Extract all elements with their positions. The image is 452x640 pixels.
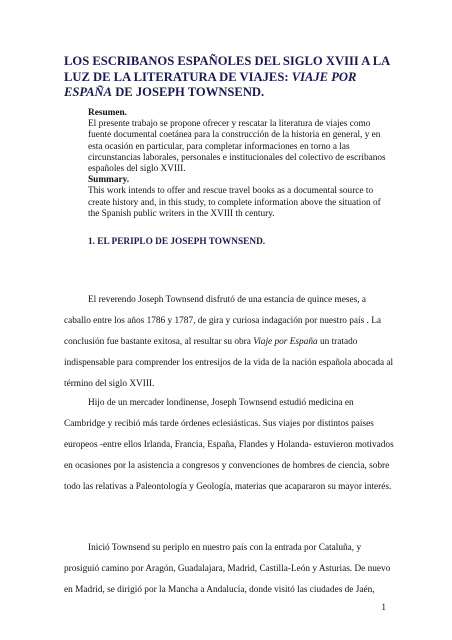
title-italic: VIAJE POR ESPAÑA [64, 69, 357, 99]
resumen-heading: Resumen. [88, 108, 127, 118]
document-title [64, 54, 394, 101]
abstract-block [88, 108, 393, 220]
paragraph-1-part-a: El reverendo Joseph Townsend disfrutó de una estancia de quince meses, a caballo entre los años 1786 y 1787, de gira y curiosa indagación por nuestro país . La conclusión fue bastante exitosa, al resultar su obra [64, 295, 382, 347]
section-heading: 1. EL PERIPLO DE JOSEPH TOWNSEND. [88, 237, 266, 247]
resumen-text: El presente trabajo se propone ofrecer y rescatar la literatura de viajes como fuente documental coetánea para la construcción de la historia en general, y en esta ocasión en particular, para completar informaciones en torno a las circunstancias laborales, personales e institucionales del colectivo de escribanos españoles del siglo XVIII. [88, 119, 386, 175]
paragraph-3: Inició Townsend su periplo en nuestro país con la entrada por Cataluña, y prosiguió camino por Aragón, Guadalajara, Madrid, Castilla-León y Asturias. De nuevo en Madrid, se dirigió por la Mancha a Andalucía, donde visitó las ciudades de Jaén, [64, 543, 391, 595]
paragraph-1 [64, 290, 394, 395]
title-part2: DE JOSEPH TOWNSEND. [112, 85, 265, 99]
title-part1: LOS ESCRIBANOS ESPAÑOLES DEL SIGLO XVIII A LA LUZ DE LA LITERATURA DE VIAJES: [64, 54, 390, 84]
paragraph-1-italic: Viaje por España [253, 337, 318, 347]
page-number: 1 [381, 603, 386, 613]
summary-text: This work intends to offer and rescue travel books as a documental source to create history and, in this study, to complete information above the situation of the Spanish public writers in the XVIII th century. [88, 186, 381, 219]
summary-heading: Summary. [88, 175, 130, 186]
paragraph-2: Hijo de un mercader londinense, Joseph Townsend estudió medicina en Cambridge y recibió más tarde órdenes eclesiásticas. Sus viajes por distintos países europeos -entre ellos Irlanda, Francia, España, Flandes y Holanda- estuvieron motivados en ocasiones por la asistencia a congresos y convenciones de hombres de ciencia, sobre todo las relativas a Paleontología y Geología, materias que acapararon su mayor interés. [64, 398, 394, 492]
paragraph-1-part-b: un tratado indispensable para comprender los entresijos de la vida de la nación española abocada al término del siglo XVIII. [64, 337, 394, 389]
